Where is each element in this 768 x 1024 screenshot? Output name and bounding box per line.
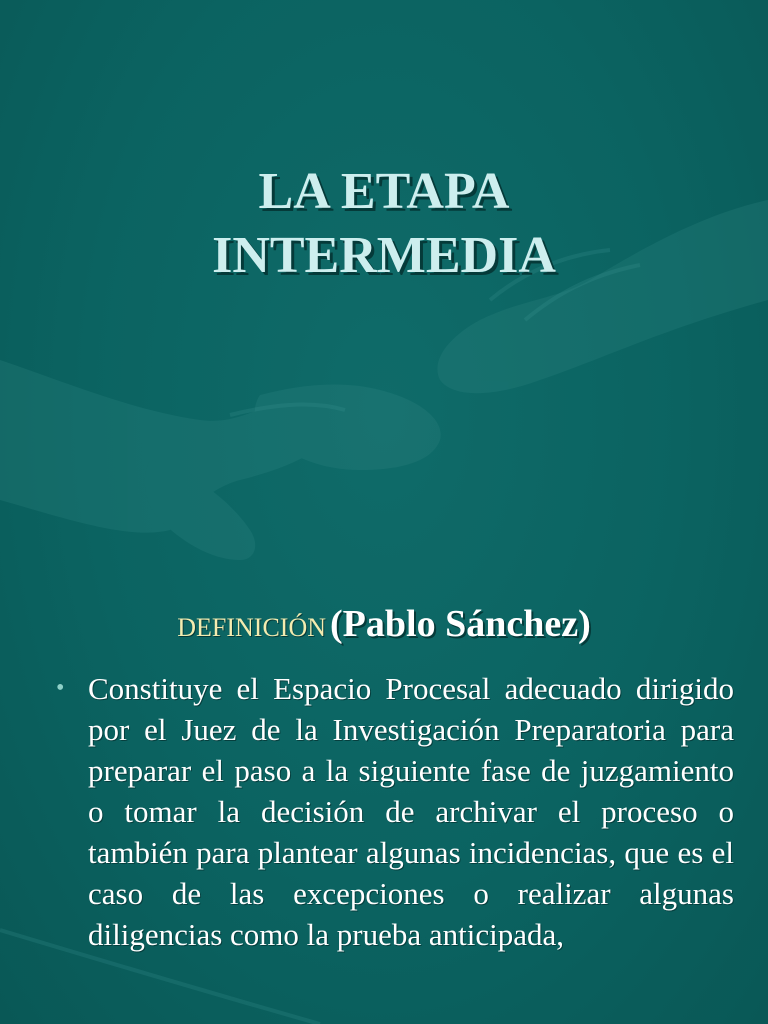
definition-heading: [0, 602, 768, 646]
definition-label: DEFINICIÓN: [177, 613, 327, 642]
bullet-text: Constituye el Espacio Procesal adecuado dirigido por el Juez de la Investigación Preparatoria para preparar el paso a la siguiente fase de juzgamiento o tomar la decisión de archivar el proceso o también para plantear algunas incidencias, que es el caso de las excepciones o realizar algunas diligencias como la prueba anticipada,: [88, 671, 734, 952]
title-line-2: INTERMEDIA: [212, 227, 556, 284]
slide-title: [0, 160, 768, 288]
bullet-marker: •: [56, 675, 65, 701]
definition-author: (Pablo Sánchez): [330, 603, 591, 645]
title-line-1: LA ETAPA: [258, 163, 510, 220]
